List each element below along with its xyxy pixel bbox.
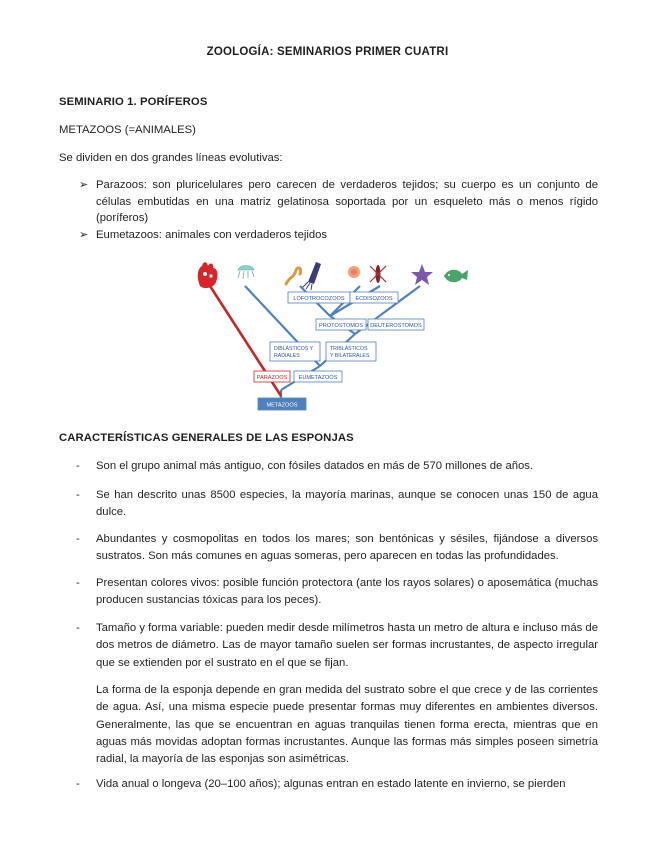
svg-text:ECDISOZOOS: ECDISOZOOS — [355, 296, 393, 302]
list-item — [76, 575, 598, 610]
list-item-text: Abundantes y cosmopolitas en todos los mares; son bentónicas y sésiles, fijándose a diversos sustratos. Son más comunes en aguas someras, pero aparecen en todas las profundidades. — [96, 533, 598, 563]
dash-bullet: - — [76, 622, 80, 634]
label-diblasticos — [270, 342, 320, 361]
divide-line: Se dividen en dos grandes líneas evolutivas: — [59, 152, 283, 164]
arrow-bullet-icon: ➢ — [79, 229, 89, 241]
list-item-parazoos — [79, 177, 598, 227]
phylogenetic-tree-figure — [190, 256, 470, 416]
label-protostomos — [316, 319, 366, 330]
starfish-icon — [411, 264, 433, 285]
list-item — [76, 458, 598, 475]
svg-text:PARAZOOS: PARAZOOS — [256, 375, 288, 381]
document-title: ZOOLOGÍA: SEMINARIOS PRIMER CUATRI — [206, 46, 449, 58]
list-item — [76, 620, 598, 672]
list-item — [76, 531, 598, 566]
label-parazoos — [254, 371, 290, 382]
list-item-text: Eumetazoos: animales con verdaderos tejidos — [96, 229, 328, 241]
list-item-eumetazoos — [79, 227, 598, 244]
worm-icon — [286, 268, 301, 284]
svg-text:METAZOOS: METAZOOS — [266, 402, 298, 409]
svg-text:Y BILATERALES: Y BILATERALES — [330, 353, 370, 359]
dash-bullet: - — [76, 778, 80, 790]
seminar-heading: SEMINARIO 1. PORÍFEROS — [59, 96, 208, 108]
svg-text:LOFOTROCOZOOS: LOFOTROCOZOOS — [293, 296, 345, 302]
list-item-text: Vida anual o longeva (20–100 años); algunas entran en estado latente en invierno, se pierden — [96, 778, 566, 790]
list-item-text: Tamaño y forma variable: pueden medir desde milímetros hasta un metro de altura e incluso más de dos metros de diámetro. Las de mayor tamaño suelen ser formas incrustantes, de aspecto irregular que se extienden por el sustrato en el que se fijan. — [96, 622, 598, 669]
label-eumetazoos — [294, 371, 342, 382]
fish-icon — [444, 270, 468, 283]
jellyfish-icon — [238, 266, 254, 280]
list-item-text: Se han descrito unas 8500 especies, la mayoría marinas, aunque se conocen unas 150 de agua dulce. — [96, 489, 598, 519]
dash-bullet: - — [76, 533, 80, 545]
characteristics-heading: CARACTERÍSTICAS GENERALES DE LAS ESPONJAS — [59, 432, 354, 444]
squid-icon — [302, 262, 321, 290]
label-ecdisozoos — [350, 292, 398, 303]
svg-text:EUMETAZOOS: EUMETAZOOS — [298, 375, 338, 381]
label-triblasticos — [326, 342, 376, 361]
list-item-text: Parazoos: son pluricelulares pero carecen de verdaderos tejidos; su cuerpo es un conjunto de células embutidas en una matriz gelatinosa soportada por un esqueleto más o menos rígido (poríferos) — [96, 179, 598, 224]
insect-icon — [370, 265, 386, 283]
label-lofotrocozoos — [288, 292, 350, 303]
svg-text:TRIBLÁSTICOS: TRIBLÁSTICOS — [330, 346, 368, 352]
svg-text:DIBLÁSTICOS Y: DIBLÁSTICOS Y — [274, 346, 314, 352]
metazoos-line: METAZOOS (=ANIMALES) — [59, 124, 196, 136]
shell-icon — [348, 266, 360, 278]
dash-bullet: - — [76, 460, 80, 472]
arrow-bullet-icon: ➢ — [79, 179, 89, 191]
sponge-shape-paragraph: La forma de la esponja depende en gran medida del sustrato sobre el que crece y de las corrientes de agua. Así, una misma especie puede presentar formas muy diferentes en ambientes diversos. Generalmente, las que se encuentran en aguas tranquilas tienen forma erecta, mientras que en aguas más movidas adoptan formas incrustantes. Aunque las formas más simples poseen simetría radial, la mayoría de las esponjas son asimétricas. — [96, 684, 598, 766]
svg-text:PROTOSTOMOS: PROTOSTOMOS — [319, 323, 363, 329]
dash-bullet: - — [76, 489, 80, 501]
label-deuterostomos — [368, 319, 424, 330]
list-item — [76, 487, 598, 522]
list-item — [76, 776, 598, 793]
list-item-text: Son el grupo animal más antiguo, con fósiles datados en más de 570 millones de años. — [96, 460, 534, 472]
svg-text:RADIALES: RADIALES — [274, 353, 300, 359]
dash-bullet: - — [76, 577, 80, 589]
svg-text:DEUTEROSTOMOS: DEUTEROSTOMOS — [370, 323, 422, 329]
sponge-icon — [198, 262, 218, 288]
label-metazoos — [258, 398, 306, 410]
list-item-text: Presentan colores vivos: posible función protectora (ante los rayos solares) o aposemática (muchas producen sustancias tóxicas para los peces). — [96, 577, 598, 607]
